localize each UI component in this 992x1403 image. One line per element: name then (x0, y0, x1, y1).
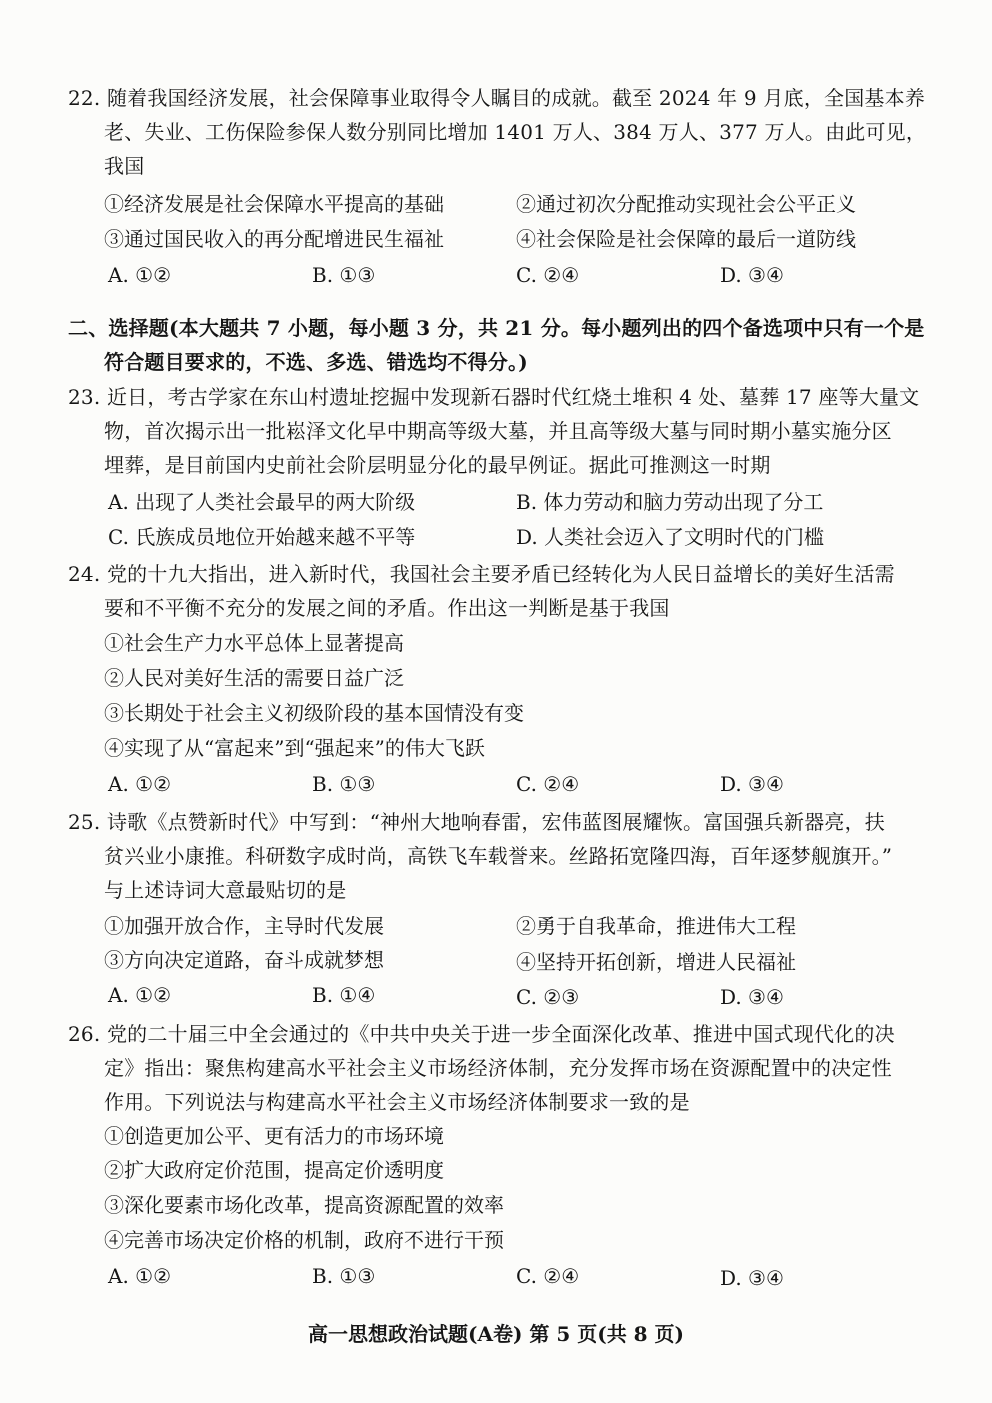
q25-statement-4: ④坚持开拓创新，增进人民福祉 (516, 950, 796, 974)
q24-stem-line2: 要和不平衡不充分的发展之间的矛盾。作出这一判断是基于我国 (104, 596, 670, 620)
q23-stem-line2: 物，首次揭示出一批崧泽文化早中期高等级大墓，并且高等级大墓与同时期小墓实施分区 (104, 419, 892, 443)
q26-option-b: B. ①③ (312, 1264, 376, 1288)
q23-option-d: D. 人类社会迈入了文明时代的门槛 (516, 525, 825, 549)
q23-option-b: B. 体力劳动和脑力劳动出现了分工 (516, 490, 824, 514)
q23-stem-line3: 埋葬，是目前国内史前社会阶层明显分化的最早例证。据此可推测这一时期 (104, 453, 771, 477)
q22-stem-line1: 22. 随着我国经济发展，社会保障事业取得令人瞩目的成就。截至 2024 年 9 月底，全国基本养 (68, 86, 926, 110)
q24-option-a: A. ①② (108, 772, 172, 796)
q24-statement-2: ②人民对美好生活的需要日益广泛 (104, 666, 404, 690)
q25-stem-line2: 贫兴业小康推。科研数字成时尚，高铁飞车载誉来。丝路拓宽隆四海，百年逐梦舰旗开。” (104, 844, 893, 868)
q22-option-a: A. ①② (108, 263, 172, 287)
q24-stem-line1: 24. 党的十九大指出，进入新时代，我国社会主要矛盾已经转化为人民日益增长的美好生活需 (68, 562, 895, 586)
section-2-heading-line2: 符合题目要求的，不选、多选、错选均不得分。) (104, 350, 528, 374)
q26-option-a: A. ①② (108, 1264, 172, 1288)
q26-option-c: C. ②④ (516, 1264, 580, 1288)
q25-statement-3: ③方向决定道路，奋斗成就梦想 (104, 948, 384, 972)
q24-statement-4: ④实现了从“富起来”到“强起来”的伟大飞跃 (104, 736, 485, 760)
q23-option-c: C. 氏族成员地位开始越来越不平等 (108, 525, 416, 549)
q25-option-b: B. ①④ (312, 983, 376, 1007)
q26-option-d: D. ③④ (720, 1266, 784, 1290)
q26-statement-2: ②扩大政府定价范围，提高定价透明度 (104, 1158, 444, 1182)
q26-statement-4: ④完善市场决定价格的机制，政府不进行干预 (104, 1228, 504, 1252)
q22-option-c: C. ②④ (516, 263, 580, 287)
q24-option-b: B. ①③ (312, 772, 376, 796)
q22-stem-line2: 老、失业、工伤保险参保人数分别同比增加 1401 万人、384 万人、377 万人。由此可见， (104, 120, 927, 144)
q25-statement-1: ①加强开放合作，主导时代发展 (104, 914, 384, 938)
q24-statement-1: ①社会生产力水平总体上显著提高 (104, 631, 404, 655)
q25-stem-line3: 与上述诗词大意最贴切的是 (104, 878, 347, 902)
q22-statement-2: ②通过初次分配推动实现社会公平正义 (516, 192, 856, 216)
q25-option-d: D. ③④ (720, 985, 784, 1009)
q23-stem-line1: 23. 近日，考古学家在东山村遗址挖掘中发现新石器时代红烧土堆积 4 处、墓葬 17 座等大量文 (68, 385, 920, 409)
q22-statement-3: ③通过国民收入的再分配增进民生福祉 (104, 227, 444, 251)
page-footer: 高一思想政治试题(A卷) 第 5 页(共 8 页) (307, 1322, 684, 1346)
q26-statement-1: ①创造更加公平、更有活力的市场环境 (104, 1124, 444, 1148)
q25-statement-2: ②勇于自我革命，推进伟大工程 (516, 914, 796, 938)
q22-option-b: B. ①③ (312, 263, 376, 287)
section-2-heading-line1: 二、选择题(本大题共 7 小题，每小题 3 分，共 21 分。每小题列出的四个备选项中只有一个是 (68, 316, 925, 340)
q25-stem-line1: 25. 诗歌《点赞新时代》中写到：“神州大地响春雷，宏伟蓝图展耀恢。富国强兵新器亮，扶 (68, 810, 885, 834)
q26-stem-line3: 作用。下列说法与构建高水平社会主义市场经济体制要求一致的是 (104, 1090, 690, 1114)
q25-option-a: A. ①② (108, 983, 172, 1007)
q22-statement-4: ④社会保险是社会保障的最后一道防线 (516, 227, 856, 251)
q22-stem-line3: 我国 (104, 154, 145, 178)
q22-option-d: D. ③④ (720, 263, 784, 287)
q26-statement-3: ③深化要素市场化改革，提高资源配置的效率 (104, 1193, 504, 1217)
q23-option-a: A. 出现了人类社会最早的两大阶级 (108, 490, 416, 514)
q24-option-c: C. ②④ (516, 772, 580, 796)
q26-stem-line1: 26. 党的二十届三中全会通过的《中共中央关于进一步全面深化改革、推进中国式现代化的决 (68, 1022, 895, 1046)
q26-stem-line2: 定》指出：聚焦构建高水平社会主义市场经济体制，充分发挥市场在资源配置中的决定性 (104, 1056, 892, 1080)
q22-statement-1: ①经济发展是社会保障水平提高的基础 (104, 192, 444, 216)
q24-option-d: D. ③④ (720, 772, 784, 796)
q24-statement-3: ③长期处于社会主义初级阶段的基本国情没有变 (104, 701, 524, 725)
q25-option-c: C. ②③ (516, 985, 580, 1009)
